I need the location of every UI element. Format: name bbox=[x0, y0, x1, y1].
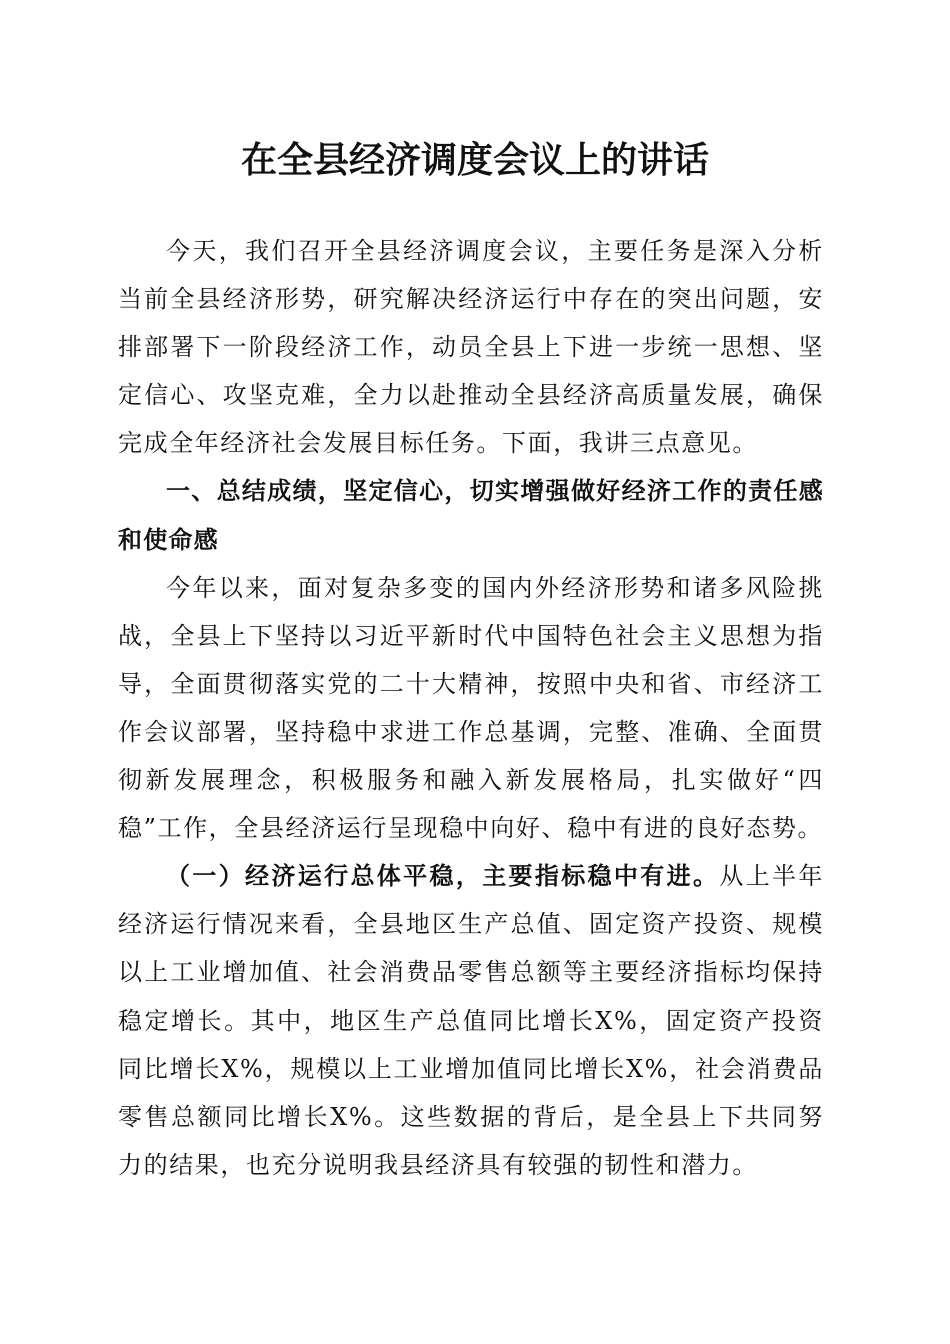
section-1-paragraph: 今年以来，面对复杂多变的国内外经济形势和诸多风险挑战，全县上下坚持以习近平新时代中国特色社会主义思想为指导，全面贯彻落实党的二十大精神，按照中央和省、市经济工作会议部署，坚持稳中求进工作总基调，完整、准确、全面贯彻新发展理念，积极服务和融入新发展格局，扎实做好“四稳”工作，全县经济运行呈现稳中向好、稳中有进的良好态势。 bbox=[118, 573, 824, 843]
document-body bbox=[118, 227, 824, 1189]
subsection-1-lead: （一）经济运行总体平稳，主要指标稳中有进。 bbox=[166, 861, 720, 891]
subsection-1-paragraph bbox=[118, 852, 824, 1189]
section-1-heading: 一、总结成绩，坚定信心，切实增强做好经济工作的责任感和使命感 bbox=[118, 477, 824, 554]
intro-paragraph: 今天，我们召开全县经济调度会议，主要任务是深入分析当前全县经济形势，研究解决经济运行中存在的突出问题，安排部署下一阶段经济工作，动员全县上下进一步统一思想、坚定信心、攻坚克难，全力以赴推动全县经济高质量发展，确保完成全年经济社会发展目标任务。下面，我讲三点意见。 bbox=[118, 237, 824, 458]
document-title: 在全县经济调度会议上的讲话 bbox=[240, 139, 709, 181]
subsection-1-body: 从上半年经济运行情况来看，全县地区生产总值、固定资产投资、规模以上工业增加值、社会消费品零售总额等主要经济指标均保持稳定增长。其中，地区生产总值同比增长X%，固定资产投资同比增长X%，规模以上工业增加值同比增长X%，社会消费品零售总额同比增长X%。这些数据的背后，是全县上下共同努力的结果，也充分说明我县经济具有较强的韧性和潜力。 bbox=[118, 862, 824, 1179]
